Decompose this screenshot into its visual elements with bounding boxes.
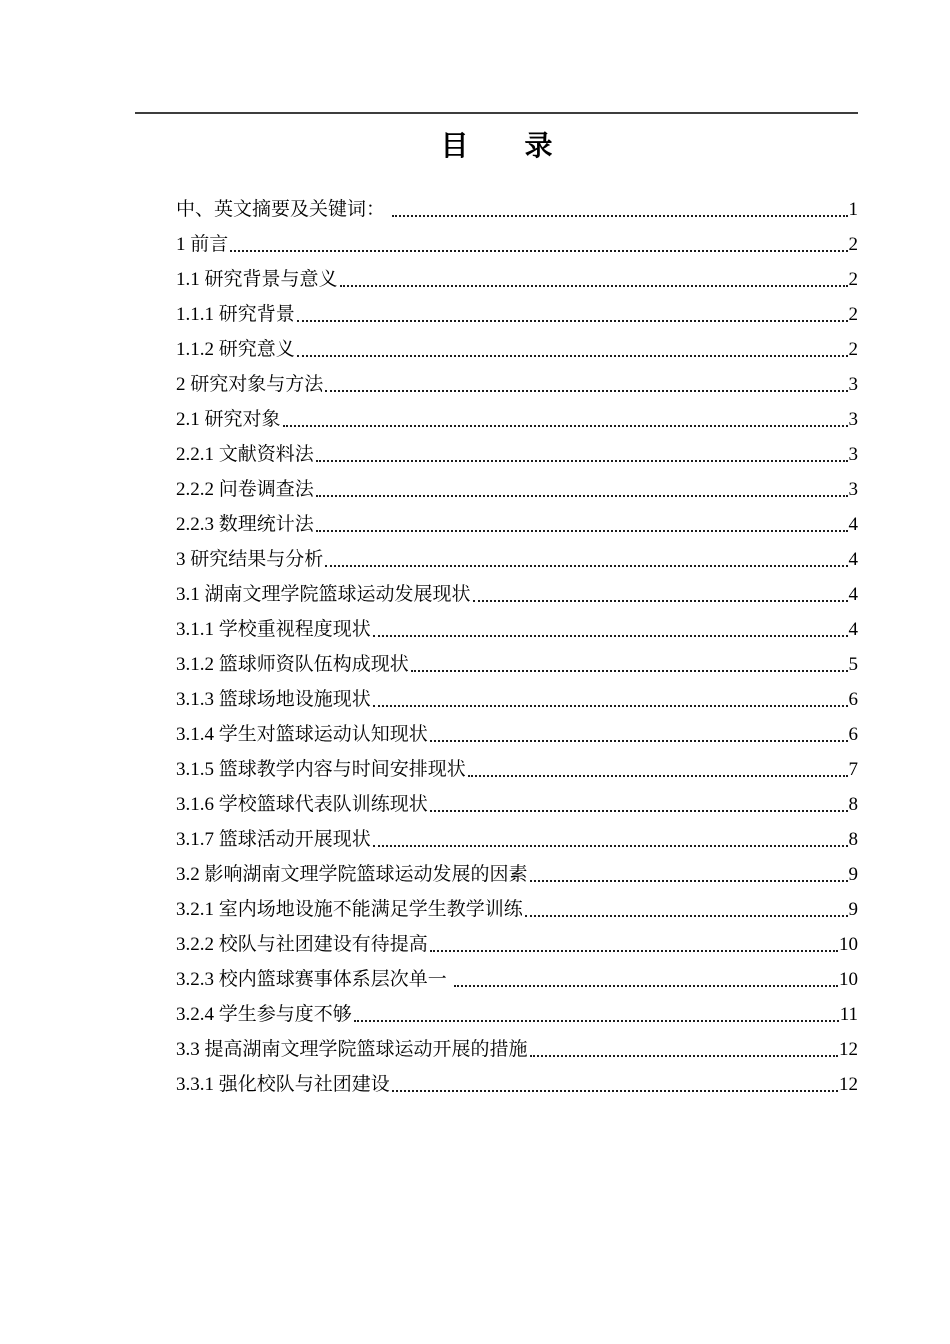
toc-entry-page-number: 3 <box>848 374 858 395</box>
toc-entry[interactable] <box>176 187 858 222</box>
toc-dot-leader <box>373 845 848 847</box>
toc-entry-page-number: 4 <box>848 549 858 570</box>
toc-dot-leader <box>283 425 848 427</box>
toc-dot-leader <box>297 355 848 357</box>
toc-entry[interactable] <box>176 432 858 467</box>
toc-entry[interactable] <box>176 537 858 572</box>
toc-entry[interactable] <box>176 1027 858 1062</box>
toc-entry[interactable] <box>176 572 858 607</box>
toc-dot-leader <box>373 705 848 707</box>
toc-entry[interactable] <box>176 502 858 537</box>
toc-entry-page-number: 4 <box>848 619 858 640</box>
toc-entry-page-number: 4 <box>848 584 858 605</box>
toc-entry-label: 3.1 湖南文理学院篮球运动发展现状 <box>176 584 471 605</box>
toc-entry-page-number: 12 <box>839 1074 858 1095</box>
toc-entry-page-number: 2 <box>848 269 858 290</box>
toc-entry-label: 3.2.1 室内场地设施不能满足学生教学训练 <box>176 899 523 920</box>
toc-entry-label: 3.1.1 学校重视程度现状 <box>176 619 371 640</box>
header-rule <box>135 112 858 114</box>
toc-entry[interactable] <box>176 467 858 502</box>
toc-entry-label: 2.2.1 文献资料法 <box>176 444 314 465</box>
toc-entry[interactable] <box>176 747 858 782</box>
toc-entry-page-number: 6 <box>848 689 858 710</box>
toc-entry-label: 3.1.3 篮球场地设施现状 <box>176 689 371 710</box>
toc-entry-page-number: 11 <box>839 1004 858 1025</box>
toc-entry-label: 2 研究对象与方法 <box>176 374 324 395</box>
toc-entry-label: 3.3.1 强化校队与社团建设 <box>176 1074 390 1095</box>
toc-entry-page-number: 10 <box>839 934 858 955</box>
toc-dot-leader <box>525 915 848 917</box>
toc-dot-leader <box>325 390 847 392</box>
toc-entry-label: 1.1 研究背景与意义 <box>176 269 338 290</box>
toc-entry-page-number: 8 <box>848 794 858 815</box>
toc-dot-leader <box>373 635 848 637</box>
toc-entry-page-number: 5 <box>848 654 858 675</box>
toc-entry[interactable] <box>176 852 858 887</box>
toc-entry-page-number: 12 <box>839 1039 858 1060</box>
toc-dot-leader <box>340 285 848 287</box>
toc-entry-label: 3.1.2 篮球师资队伍构成现状 <box>176 654 409 675</box>
toc-entry[interactable] <box>176 677 858 712</box>
toc-entry-label: 2.2.2 问卷调查法 <box>176 479 314 500</box>
toc-dot-leader <box>230 250 847 252</box>
toc-entry-page-number: 6 <box>848 724 858 745</box>
toc-entry[interactable] <box>176 607 858 642</box>
toc-dot-leader <box>430 950 838 952</box>
toc-entry[interactable] <box>176 992 858 1027</box>
toc-entry-label: 3 研究结果与分析 <box>176 549 324 570</box>
toc-entry-page-number: 8 <box>848 829 858 850</box>
toc-entry[interactable] <box>176 222 858 257</box>
page-title: 目 录 <box>440 131 553 162</box>
toc-entry[interactable] <box>176 887 858 922</box>
toc-entry-label: 3.2.3 校内篮球赛事体系层次单一 <box>176 969 452 990</box>
toc-dot-leader <box>316 460 848 462</box>
toc-entry[interactable] <box>176 817 858 852</box>
toc-entry-label: 3.2.4 学生参与度不够 <box>176 1004 352 1025</box>
toc-dot-leader <box>411 670 848 672</box>
toc-entry[interactable] <box>176 1062 858 1097</box>
toc-entry-page-number: 9 <box>848 864 858 885</box>
toc-dot-leader <box>325 565 847 567</box>
toc-entry-label: 3.1.5 篮球教学内容与时间安排现状 <box>176 759 466 780</box>
toc-entry-label: 3.1.6 学校篮球代表队训练现状 <box>176 794 428 815</box>
toc-entry-label: 3.3 提高湖南文理学院篮球运动开展的措施 <box>176 1039 528 1060</box>
toc-entry[interactable] <box>176 257 858 292</box>
toc-entry-page-number: 2 <box>848 304 858 325</box>
toc-dot-leader <box>316 495 848 497</box>
toc-entry-page-number: 3 <box>848 409 858 430</box>
toc-dot-leader <box>468 775 848 777</box>
toc-list <box>176 187 858 1097</box>
toc-entry[interactable] <box>176 712 858 747</box>
toc-entry-label: 中、英文摘要及关键词： <box>176 199 390 220</box>
toc-entry-page-number: 3 <box>848 479 858 500</box>
toc-entry[interactable] <box>176 292 858 327</box>
toc-entry-label: 3.2 影响湖南文理学院篮球运动发展的因素 <box>176 864 528 885</box>
toc-entry-page-number: 2 <box>848 339 858 360</box>
toc-entry-page-number: 7 <box>848 759 858 780</box>
toc-dot-leader <box>354 1020 839 1022</box>
toc-dot-leader <box>297 320 848 322</box>
toc-entry-label: 3.2.2 校队与社团建设有待提高 <box>176 934 428 955</box>
toc-entry[interactable] <box>176 922 858 957</box>
toc-entry[interactable] <box>176 782 858 817</box>
toc-entry-label: 3.1.4 学生对篮球运动认知现状 <box>176 724 428 745</box>
toc-entry-label: 2.1 研究对象 <box>176 409 281 430</box>
toc-entry[interactable] <box>176 327 858 362</box>
toc-dot-leader <box>473 600 848 602</box>
toc-entry-label: 2.2.3 数理统计法 <box>176 514 314 535</box>
toc-dot-leader <box>316 530 848 532</box>
toc-entry-page-number: 4 <box>848 514 858 535</box>
toc-entry-label: 1 前言 <box>176 234 229 255</box>
toc-entry[interactable] <box>176 642 858 677</box>
toc-dot-leader <box>392 1090 838 1092</box>
toc-dot-leader <box>530 1055 838 1057</box>
toc-entry-label: 3.1.7 篮球活动开展现状 <box>176 829 371 850</box>
toc-entry-page-number: 9 <box>848 899 858 920</box>
toc-entry[interactable] <box>176 362 858 397</box>
toc-entry-page-number: 1 <box>848 199 858 220</box>
toc-dot-leader <box>430 740 848 742</box>
toc-entry[interactable] <box>176 397 858 432</box>
toc-dot-leader <box>392 215 848 217</box>
toc-entry-label: 1.1.2 研究意义 <box>176 339 295 360</box>
toc-dot-leader <box>430 810 848 812</box>
toc-dot-leader <box>530 880 848 882</box>
toc-entry-label: 1.1.1 研究背景 <box>176 304 295 325</box>
toc-entry-page-number: 10 <box>839 969 858 990</box>
toc-entry-page-number: 3 <box>848 444 858 465</box>
toc-entry-page-number: 2 <box>848 234 858 255</box>
toc-entry[interactable] <box>176 957 858 992</box>
toc-dot-leader <box>454 985 838 987</box>
